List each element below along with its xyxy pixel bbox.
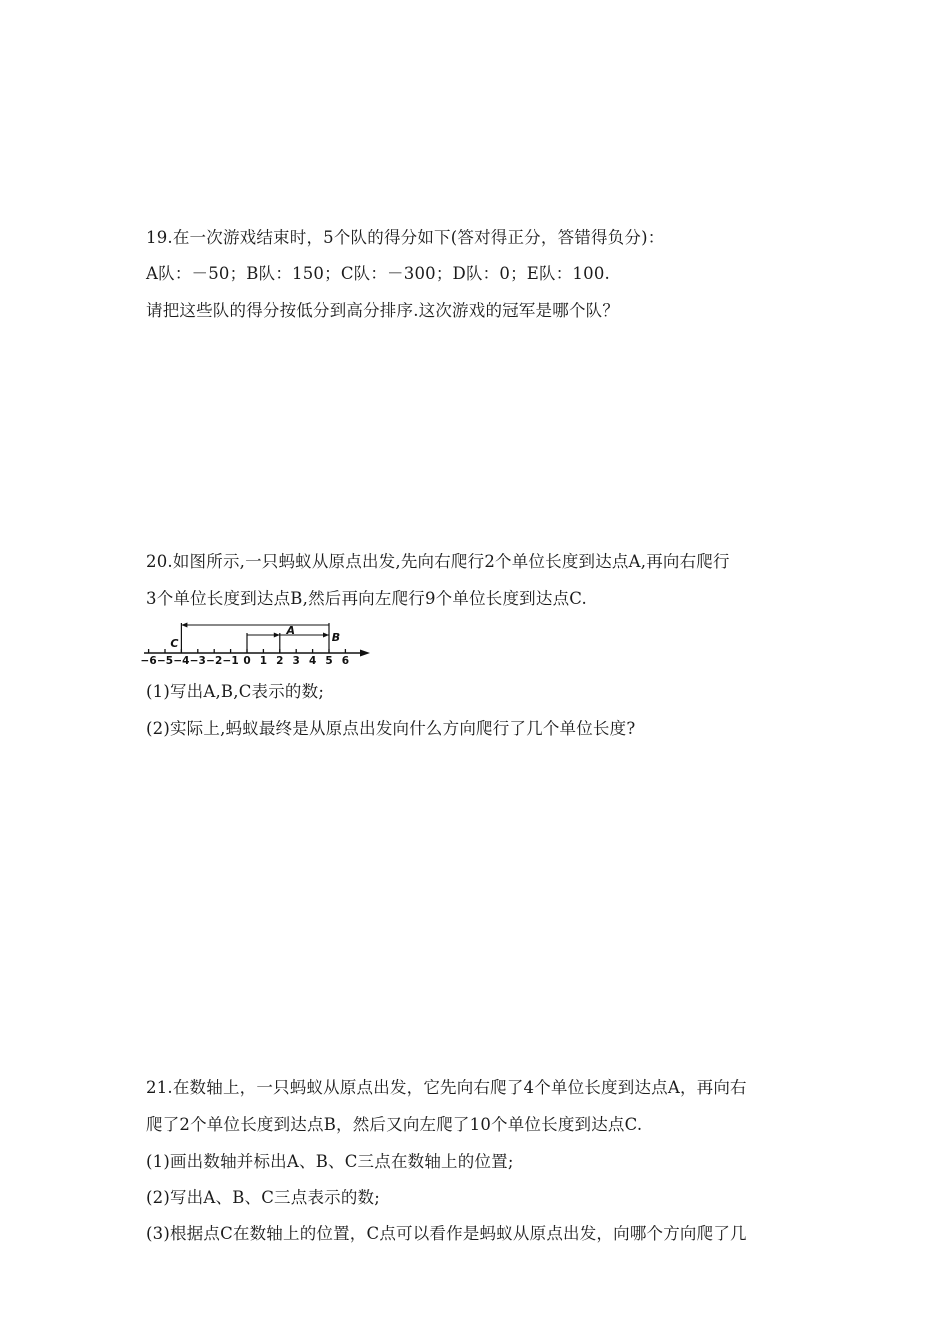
ant-path [181,623,329,654]
q21-stem-line-2: 爬了2个单位长度到达点B，然后又向左爬了10个单位长度到达点C. [146,1115,643,1134]
q20-stem-line-1: 20.如图所示,一只蚂蚁从原点出发,先向右爬行2个单位长度到达点A,再向右爬行 [146,552,730,571]
tick-label: 2 [276,655,284,667]
path-arrow-icon [274,633,280,638]
q19-stem-line: 19.在一次游戏结束时，5个队的得分如下(答对得正分，答错得负分)： [146,228,665,247]
tick-label: 1 [259,655,268,667]
tick-label: −3 [189,655,206,667]
axis-tick-labels [141,655,350,667]
q19-scores-line: A队：－50；B队：150；C队：－300；D队：0；E队：100. [146,264,610,283]
point-label-c: C [170,637,179,650]
point-labels [170,624,340,650]
point-label-b: B [331,631,341,644]
q21-subquestion-1: (1)画出数轴并标出A、B、C三点在数轴上的位置; [146,1152,514,1171]
tick-label: 5 [325,655,333,667]
q20-stem-line-2: 3个单位长度到达点B,然后再向左爬行9个单位长度到达点C. [146,589,587,608]
number-line-figure [140,615,372,671]
tick-label: −6 [140,655,157,667]
tick-label: 6 [341,655,350,667]
tick-label: −5 [156,655,174,667]
tick-label: 0 [243,655,251,667]
tick-label: 4 [308,655,317,667]
q21-subquestion-3: (3)根据点C在数轴上的位置，C点可以看作是蚂蚁从原点出发，向哪个方向爬了几 [146,1224,747,1243]
q20-subquestion-2: (2)实际上,蚂蚁最终是从原点出发向什么方向爬行了几个单位长度? [146,719,636,738]
point-label-a: A [286,624,296,637]
tick-label: −2 [206,655,223,667]
q20-subquestion-1: (1)写出A,B,C表示的数; [146,682,325,701]
q19-task-line: 请把这些队的得分按低分到高分排序.这次游戏的冠军是哪个队？ [146,301,620,320]
tick-label: 3 [292,655,300,667]
tick-label: −1 [222,655,239,667]
q21-stem-line-1: 21.在数轴上，一只蚂蚁从原点出发，它先向右爬了4个单位长度到达点A，再向右 [146,1078,747,1097]
tick-label: −4 [173,655,190,667]
path-arrow-icon [323,633,329,638]
axis-arrow-icon [360,650,370,657]
path-arrow-icon [181,623,187,628]
q21-subquestion-2: (2)写出A、B、C三点表示的数; [146,1188,380,1207]
